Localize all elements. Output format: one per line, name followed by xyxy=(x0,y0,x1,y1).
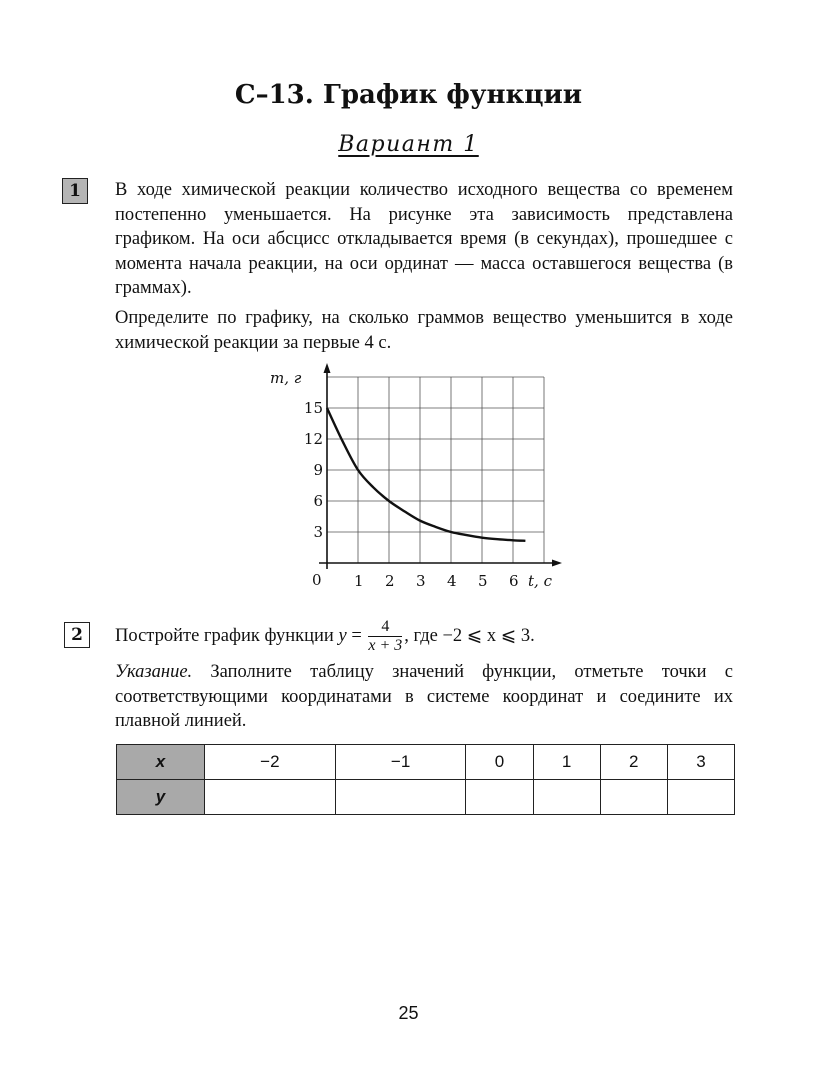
y-tick-label: 12 xyxy=(303,430,323,448)
fraction-denominator: x + 3 xyxy=(368,637,403,655)
fraction-numerator: 4 xyxy=(368,618,402,637)
problem-1-number-badge: 1 xyxy=(62,178,88,204)
x-cell: 1 xyxy=(533,745,600,780)
y-axis-label: m, г xyxy=(270,369,302,387)
y-tick-label: 3 xyxy=(313,523,323,541)
equals-sign: = xyxy=(346,626,367,646)
problem-1-statement: В ходе химической реакции количество исходного вещества со временем постепенно уменьшается. На рисунке эта зависимость представлена графиком. На оси абсцисс откладывается время (в секундах), прошедшее с момента начала реакции, на оси ординат — масса оставшегося вещества (в граммах). xyxy=(115,180,733,298)
hint-paragraph xyxy=(115,660,733,734)
page-number: 25 xyxy=(398,1003,419,1023)
problem-1-text xyxy=(115,178,733,301)
x-cell: 2 xyxy=(600,745,667,780)
values-table xyxy=(116,744,735,815)
x-tick-label: 4 xyxy=(447,572,457,590)
y-cell xyxy=(335,780,466,815)
problem-1-question: Определите по графику, на сколько граммов вещество уменьшится в ходе химической реакции за первые 4 с. xyxy=(115,308,733,353)
x-cell: −2 xyxy=(205,745,336,780)
problem-2-number-badge: 2 xyxy=(64,622,90,648)
x-tick-label: 6 xyxy=(509,572,519,590)
mass-time-chart xyxy=(260,360,580,600)
table-row-x xyxy=(117,745,735,780)
problem-1-question-block xyxy=(115,306,733,355)
origin-label: 0 xyxy=(312,571,322,589)
function-y-var: y xyxy=(338,626,347,646)
page-title: С–13. График функции xyxy=(234,80,583,110)
problem-2-statement xyxy=(115,618,733,655)
chart-svg xyxy=(260,360,580,600)
y-cell xyxy=(667,780,734,815)
row-label-x: x xyxy=(117,745,205,780)
x-cell: −1 xyxy=(335,745,466,780)
y-cell xyxy=(600,780,667,815)
y-tick-label: 6 xyxy=(313,492,323,510)
x-tick-label: 3 xyxy=(416,572,426,590)
y-tick-label: 9 xyxy=(313,461,323,479)
problem-2-text-before: Постройте график функции xyxy=(115,626,339,646)
x-cell: 0 xyxy=(466,745,533,780)
y-cell xyxy=(466,780,533,815)
function-fraction xyxy=(368,618,402,655)
chart-grid xyxy=(327,377,544,563)
x-axis-label: t, с xyxy=(528,572,552,590)
y-cell xyxy=(205,780,336,815)
variant-label: Вариант 1 xyxy=(338,132,479,157)
y-axis-arrow-icon xyxy=(324,363,331,373)
chart-series xyxy=(327,408,525,541)
series-line-mass xyxy=(327,408,525,541)
x-cell: 3 xyxy=(667,745,734,780)
row-label-y: y xyxy=(117,780,205,815)
x-tick-label: 5 xyxy=(478,572,488,590)
variant-heading xyxy=(0,132,817,157)
y-cell xyxy=(533,780,600,815)
table-row-y xyxy=(117,780,735,815)
y-tick-label: 15 xyxy=(303,399,323,417)
hint-text: Заполните таблицу значений функции, отметьте точки с соответствующими координатами в системе координат и соедините их плавной линией. xyxy=(115,662,733,731)
hint-label: Указание. xyxy=(115,662,193,682)
x-tick-label: 2 xyxy=(385,572,395,590)
problem-2-hint xyxy=(115,660,733,734)
problem-2-text-after: , где −2 ⩽ x ⩽ 3. xyxy=(404,626,535,646)
x-tick-label: 1 xyxy=(354,572,364,590)
x-axis-arrow-icon xyxy=(552,560,562,567)
